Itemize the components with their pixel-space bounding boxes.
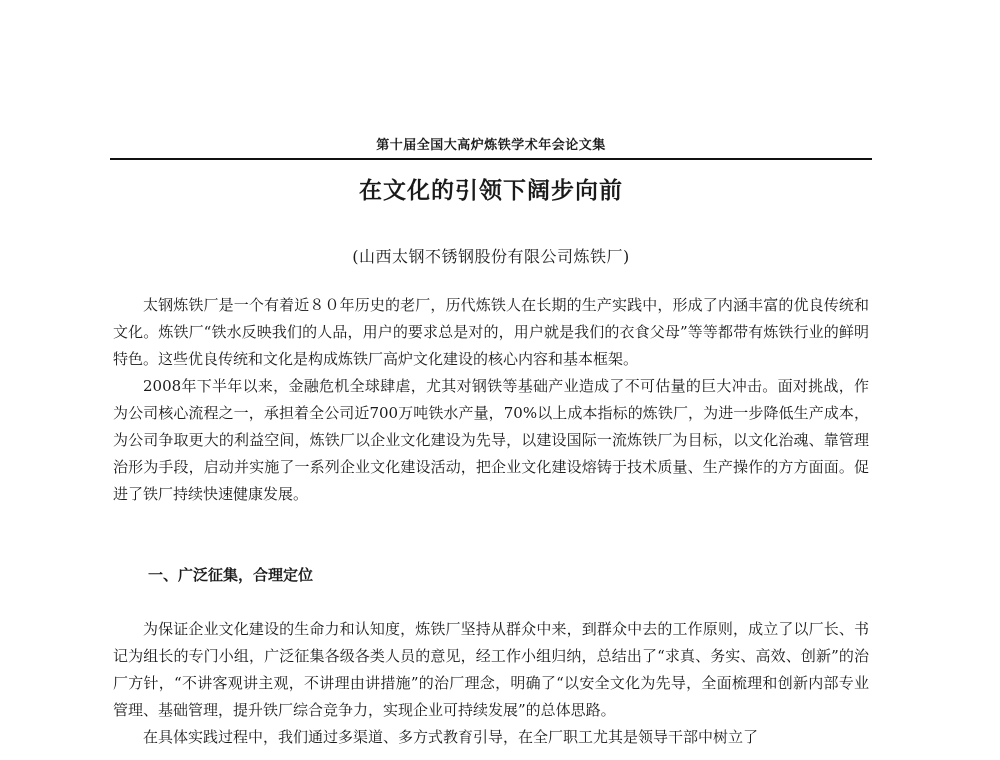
intro-body	[113, 292, 869, 508]
author-affiliation: (山西太钢不锈钢股份有限公司炼铁厂)	[352, 247, 630, 266]
paragraph-2: 2008年下半年以来，金融危机全球肆虐，尤其对钢铁等基础产业造成了不可估量的巨大冲击。面对挑战，作为公司核心流程之一，承担着全公司近700万吨铁水产量，70%以上成本指标的炼铁厂，为进一步降低生产成本，为公司争取更大的利益空间，炼铁厂以企业文化建设为先导，以建设国际一流炼铁厂为目标，以文化治魂、靠管理治形为手段，启动并实施了一系列企业文化建设活动，把企业文化建设熔铸于技术质量、生产操作的方方面面。促进了铁厂持续快速健康发展。	[113, 377, 869, 503]
article-title: 在文化的引领下阔步向前	[359, 178, 623, 204]
paragraph-3: 为保证企业文化建设的生命力和认知度，炼铁厂坚持从群众中来，到群众中去的工作原则，成立了以厂长、书记为组长的专门小组，广泛征集各级各类人员的意见，经工作小组归纳，总结出了“求真、务实、高效、创新”的治厂方针，“不讲客观讲主观，不讲理由讲措施”的治厂理念，明确了“以安全文化为先导，全面梳理和创新内部专业管理、基础管理，提升铁厂综合竞争力，实现企业可持续发展”的总体思路。	[113, 620, 869, 719]
header-rule	[110, 158, 872, 160]
paragraph-1: 太钢炼铁厂是一个有着近８０年历史的老厂，历代炼铁人在长期的生产实践中，形成了内涵丰富的优良传统和文化。炼铁厂“铁水反映我们的人品，用户的要求总是对的，用户就是我们的衣食父母”等等都带有炼铁行业的鲜明特色。这些优良传统和文化是构成炼铁厂高炉文化建设的核心内容和基本框架。	[113, 296, 869, 368]
paragraph-4: 在具体实践过程中，我们通过多渠道、多方式教育引导，在全厂职工尤其是领导干部中树立了	[143, 728, 759, 746]
section-heading-1: 一、广泛征集，合理定位	[148, 566, 314, 584]
running-header: 第十届全国大高炉炼铁学术年会论文集	[376, 138, 606, 153]
section-1-body	[113, 616, 869, 751]
